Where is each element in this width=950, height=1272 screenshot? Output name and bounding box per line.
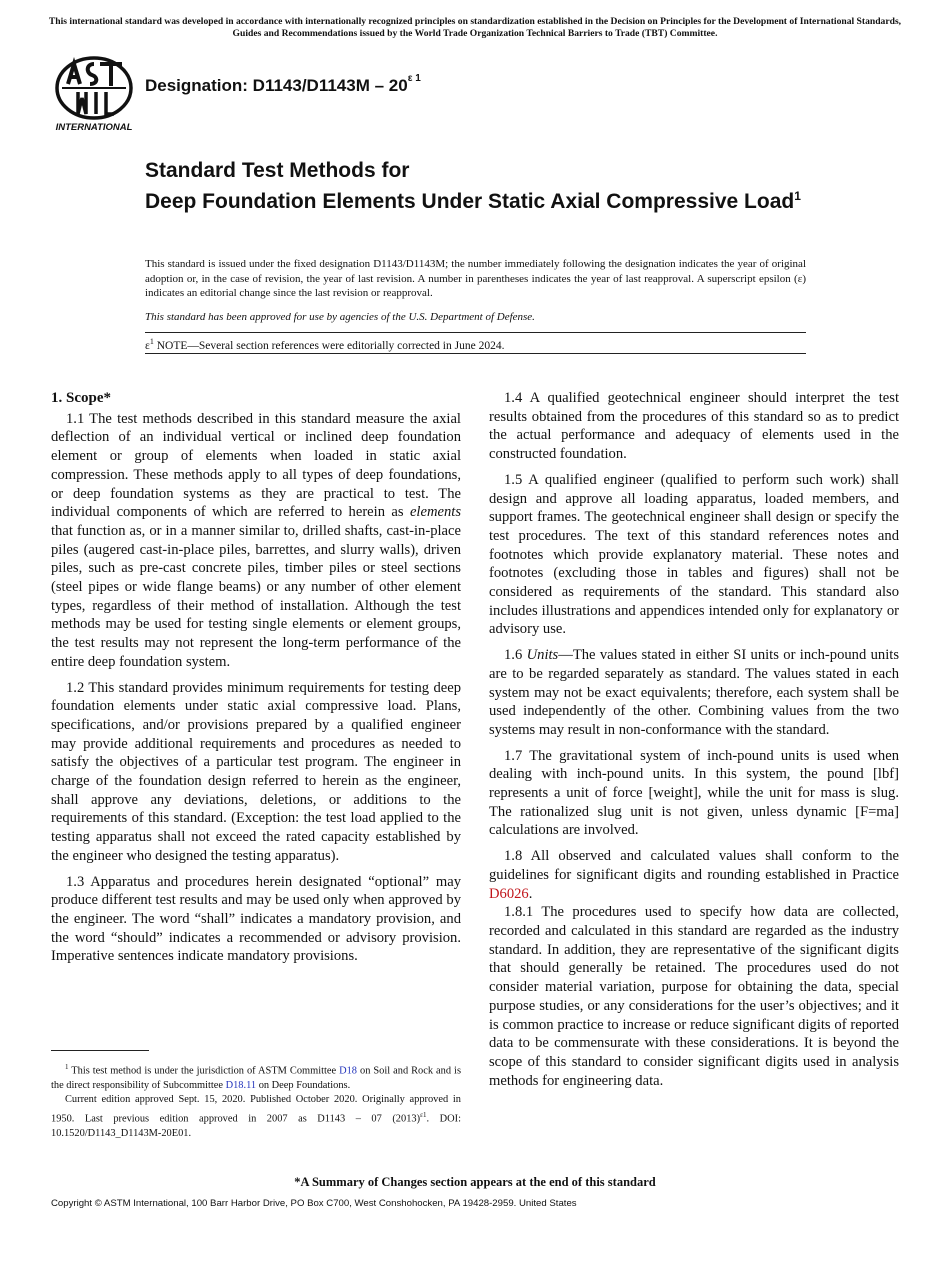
designation-epsilon: ε 1	[407, 73, 421, 85]
section-1-8-text: 1.8 All observed and calculated values shall conform to the guidelines for significant digits and rounding established in Practice	[489, 848, 899, 883]
section-1-8-1: 1.8.1 The procedures used to specify how data are collected, recorded and calculated in this standard are regarded as the industry standard. In addition, they are representative of the significant digits that should generally be retained. The procedures used do not consider material variation, purpose for obtaining the data, special purpose studies, or any considerations for the user’s objectives; and it is common practice to increase or reduce significant digits of reported data to be commensurate with these considerations. It is beyond the scope of this standard to consider significant digits used in analysis methods for engineering data.	[489, 904, 899, 1089]
designation-text: Designation: D1143/D1143M – 20	[145, 76, 408, 95]
dod-approval-note: This standard has been approved for use by agencies of the U.S. Department of Defense.	[145, 311, 535, 323]
footnote-text-b: on Soil and Rock and is the direct responsibility of Subcommittee	[51, 1065, 461, 1091]
left-column	[51, 389, 461, 973]
copyright: Copyright © ASTM International, 100 Barr Harbor Drive, PO Box C700, West Conshohocken, PA 19428-2959. United States	[51, 1198, 577, 1209]
title-footnote-mark: 1	[794, 188, 801, 203]
section-1-1	[51, 410, 461, 672]
designation	[145, 73, 421, 96]
title-line-1: Standard Test Methods for	[145, 159, 410, 182]
scope-heading: 1. Scope*	[51, 390, 111, 406]
section-1-8	[489, 847, 899, 903]
section-1-1-text-b: that function as, or in a manner similar to, drilled shafts, cast-in-place piles (augered cast-in-place piles, barrettes, and slurry walls), driven piles, such as pre-cast concrete piles, timber piles or steel sections (steel pipes or wide flange beams) or any number of other element types, regardless of their method of installation. Although the test methods may be used for testing single elements or element groups, the test results may not represent the long-term performance of the entire deep foundation system.	[51, 522, 461, 670]
section-1-3: 1.3 Apparatus and procedures herein designated “optional” may produce different test results and may be used only when approved by the engineer. The word “shall” indicates a mandatory provision, and the word “should” indicates a recommended or advisory provision. Imperative sentences indicate mandatory provisions.	[51, 873, 461, 965]
footnote-rule	[51, 1050, 149, 1051]
section-1-6-number: 1.6	[504, 647, 527, 664]
editorial-note-text: NOTE—Several section references were editorially corrected in June 2024.	[153, 339, 505, 352]
title-main: Deep Foundation Elements Under Static Axial Compressive Load	[145, 189, 795, 213]
d6026-link[interactable]: D6026	[489, 885, 529, 902]
section-1-1-text-a: 1.1 The test methods described in this standard measure the axial deflection of an individual vertical or inclined deep foundation element or group of elements when loaded in static axial compression. These methods apply to all types of deep foundations, or deep foundation systems as they are practical to test. The individual components of which are referred to herein as	[51, 410, 461, 521]
divider	[145, 353, 806, 354]
right-column	[489, 389, 899, 1097]
summary-of-changes-note: *A Summary of Changes section appears at the end of this standard	[294, 1175, 656, 1189]
footnote-doi: . DOI: 10.1520/D1143_D1143M-20E01.	[51, 1113, 461, 1139]
footnote-edition-sup: ε1	[420, 1110, 427, 1119]
section-1-7: 1.7 The gravitational system of inch-pound units is used when dealing with inch-pound units. In this system, the pound [lbf] represents a unit of force [weight], while the unit for mass is slug. The rationalized slug unit is not given, unless dynamic [F=ma] calculations are involved.	[489, 747, 899, 839]
international-standard-notice: This international standard was developed in accordance with internationally recognized principles on standardization established in the Decision on Principles for the Development of International Standards, Guides and Recommendations issued by the World Trade Organization Technical Barriers to Trade (TBT) Committee.	[48, 16, 902, 39]
logo-text: INTERNATIONAL	[55, 122, 133, 132]
units-term: Units	[526, 647, 559, 664]
editorial-note	[145, 337, 504, 352]
issue-note: This standard is issued under the fixed designation D1143/D1143M; the number immediately following the designation indicates the year of original adoption or, in the case of revision, the year of last revision. A number in parentheses indicates the year of last reapproval. A superscript epsilon (ε) indicates an editorial change since the last revision or reapproval.	[145, 258, 806, 299]
d18-link[interactable]: D18	[339, 1065, 357, 1077]
title-line-2	[145, 184, 845, 215]
epsilon-mark: ε	[145, 339, 150, 352]
section-1-4: 1.4 A qualified geotechnical engineer should interpret the test results obtained from the procedures of this standard so as to predict the actual performance and adequacy of elements used in the constructed foundation.	[489, 390, 899, 463]
footnote-edition	[51, 1093, 461, 1141]
footnote-mark: 1	[65, 1063, 69, 1071]
elements-term: elements	[409, 504, 461, 521]
d18-11-link[interactable]: D18.11	[225, 1079, 257, 1091]
page-title	[145, 158, 845, 214]
footnote-text-a: This test method is under the jurisdiction of ASTM Committee	[68, 1065, 340, 1077]
section-1-2: 1.2 This standard provides minimum requirements for testing deep foundation elements under static axial compressive load. Plans, specifications, and/or provisions prepared by a qualified engineer may provide additional requirements and procedures as needed to satisfy the objectives of a particular test program. The engineer in charge of the foundation design referred to herein as the engineer, shall approve any deviations, deletions, or additions to the requirements of this standard. (Exception: the test load applied to the testing apparatus shall not exceed the rated capacity established by the engineer who designed the testing apparatus).	[51, 679, 461, 864]
section-1-6	[489, 646, 899, 740]
footnote	[51, 1060, 461, 1141]
epsilon-sup: 1	[149, 337, 154, 346]
divider	[145, 332, 806, 333]
section-1-6-text: —The values stated in either SI units or inch-pound units are to be regarded separately as standard. The values stated in each system may not be exact equivalents; therefore, each system shall be used independently of the other. Combining values from the two systems may result in non-conformance with the standard.	[489, 647, 899, 738]
section-1-8-end: .	[528, 885, 533, 902]
section-1-5: 1.5 A qualified engineer (qualified to perform such work) shall design and approve all loading apparatus, loaded members, and support frames. The geotechnical engineer shall design or specify the test procedures. The text of this standard references notes and footnotes which provide explanatory material. These notes and footnotes (excluding those in tables and figures) shall not be considered as requirements of the standard. This standard also includes illustrations and appendices intended only for explanatory or advisory use.	[489, 471, 899, 638]
footnote-text-c: on Deep Foundations.	[256, 1079, 351, 1091]
footnote-edition-text: Current edition approved Sept. 15, 2020. Published October 2020. Originally approved in 1950. Last previous edition approved in 2007 as D1143 – 07 (2013)	[51, 1094, 461, 1125]
footnote-jurisdiction	[51, 1060, 461, 1093]
astm-logo-icon	[52, 56, 136, 132]
